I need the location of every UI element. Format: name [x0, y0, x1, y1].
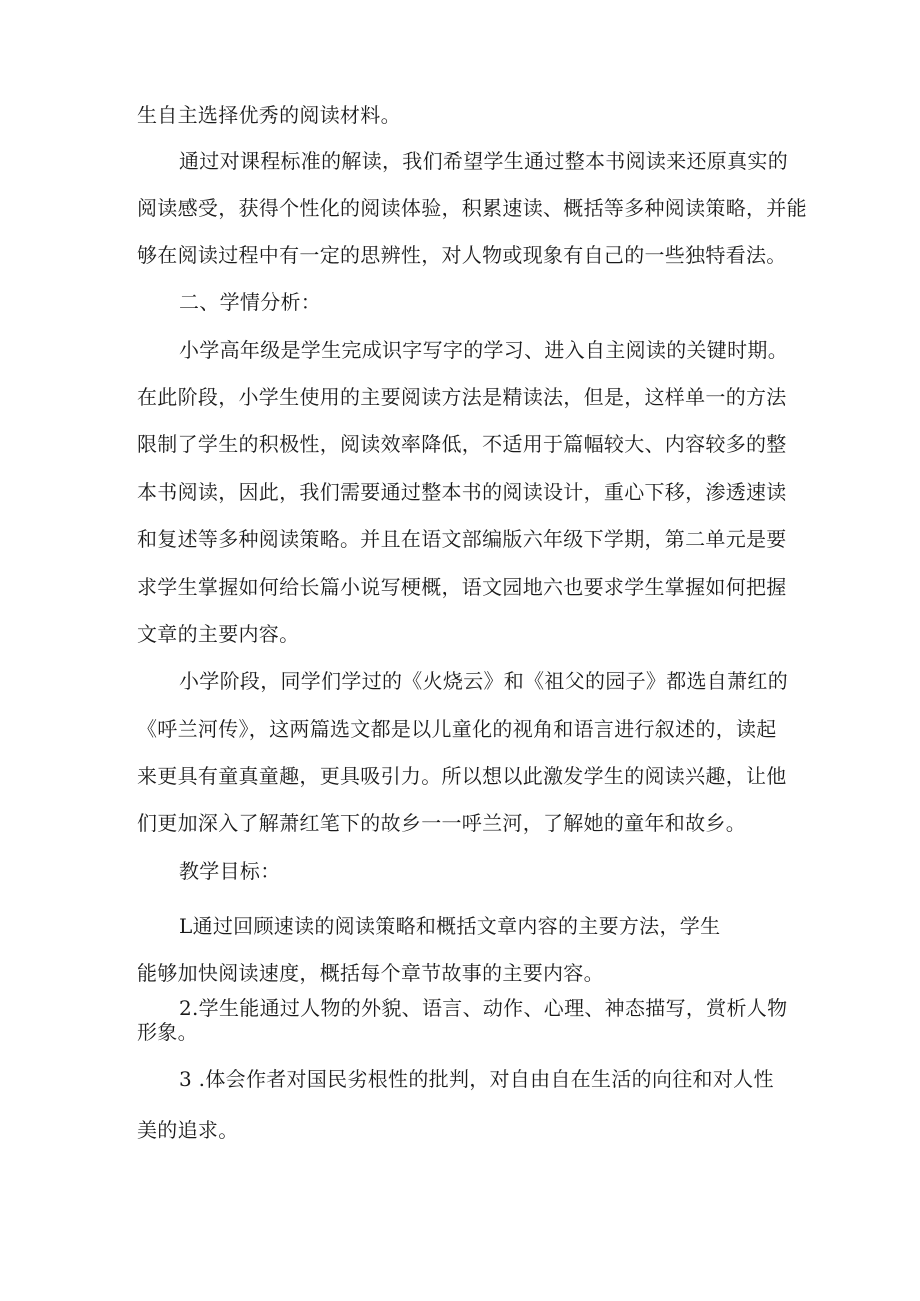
paragraph-line: 《呼兰河传》，这两篇选文都是以儿童化的视角和语言进行叙述的，读起 — [137, 717, 777, 741]
paragraph-line: 小学高年级是学生完成识字写字的学习、进入自主阅读的关键时期。 — [179, 338, 788, 362]
paragraph-line: L通过回顾速读的阅读策略和概括文章内容的主要方法，学生 — [179, 914, 721, 938]
paragraph-line: 来更具有童真童趣，更具吸引力。所以想以此激发学生的阅读兴趣，让他 — [137, 764, 787, 788]
paragraph-line: 够在阅读过程中有一定的思辨性，对人物或现象有自己的一些独特看法。 — [137, 243, 787, 267]
paragraph-line: 美的追求。 — [137, 1118, 239, 1142]
paragraph-line: 通过对课程标准的解读，我们希望学生通过整本书阅读来还原真实的 — [179, 149, 788, 173]
paragraph-line: 形象。 — [137, 1020, 198, 1044]
section-heading: 教学目标： — [179, 859, 281, 883]
paragraph-line: 小学阶段，同学们学过的《火烧云》和《祖父的园子》都选自萧红的 — [179, 669, 788, 693]
paragraph-line: 能够加快阅读速度，概括每个章节故事的主要内容。 — [137, 961, 604, 985]
paragraph-line: 3 .体会作者对国民劣根性的批判，对自由自在生活的向往和对人性 — [179, 1067, 774, 1091]
paragraph-line: 阅读感受，获得个性化的阅读体验，积累速读、概括等多种阅读策略，并能 — [137, 196, 807, 220]
paragraph-line: 文章的主要内容。 — [137, 622, 300, 646]
paragraph-line: 限制了学生的积极性，阅读效率降低，不适用于篇幅较大、内容较多的整 — [137, 432, 787, 456]
paragraph-line: 在此阶段，小学生使用的主要阅读方法是精读法，但是，这样单一的方法 — [137, 385, 787, 409]
paragraph-line: 求学生掌握如何给长篇小说写梗概，语文园地六也要求学生掌握如何把握 — [137, 575, 787, 599]
paragraph-line: 2.学生能通过人物的外貌、语言、动作、心理、神态描写，赏析人物 — [179, 996, 788, 1020]
paragraph-line: 和复述等多种阅读策略。并且在语文部编版六年级下学期，第二单元是要 — [137, 527, 787, 551]
paragraph-line: 本书阅读，因此，我们需要通过整本书的阅读设计，重心下移，渗透速读 — [137, 480, 787, 504]
paragraph-line: 生自主选择优秀的阅读材料。 — [137, 103, 401, 127]
paragraph-line: 们更加深入了解萧红笔下的故乡一一呼兰河，了解她的童年和故乡。 — [137, 811, 746, 835]
section-heading: 二、学情分析： — [179, 290, 322, 314]
